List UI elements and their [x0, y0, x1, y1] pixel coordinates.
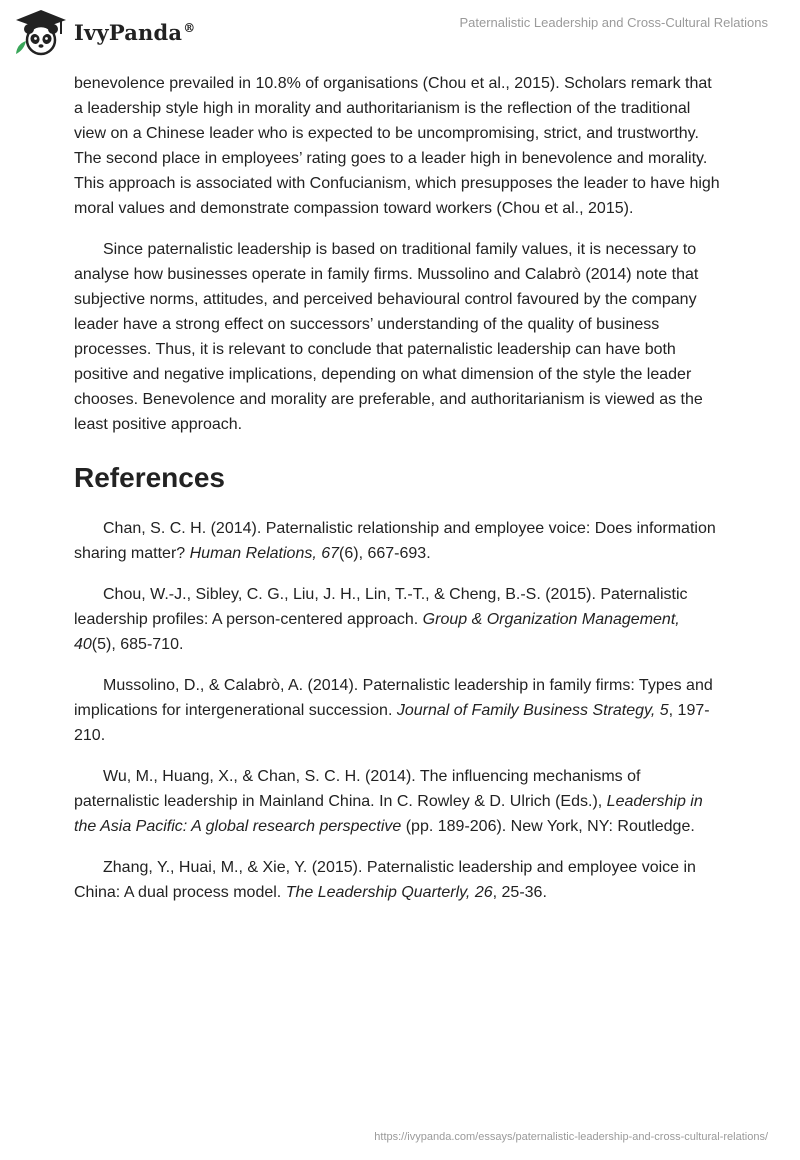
- ivypanda-logo[interactable]: [14, 8, 195, 56]
- running-title: Paternalistic Leadership and Cross-Cultural Relations: [459, 15, 768, 30]
- references-heading: References: [74, 462, 225, 493]
- panda-graduate-icon: [14, 8, 68, 56]
- source-url-link[interactable]: https://ivypanda.com/essays/paternalistic-leadership-and-cross-cultural-relations/: [374, 1131, 768, 1143]
- reference-entry: Chou, W.-J., Sibley, C. G., Liu, J. H., Lin, T.-T., & Cheng, B.-S. (2015). Paternalistic leadership profiles: A person-centered approach. Group & Organization Management, 40(5), 685-710.: [74, 586, 688, 653]
- brand-name: IvyPanda®: [74, 19, 196, 45]
- reference-entry: Zhang, Y., Huai, M., & Xie, Y. (2015). Paternalistic leadership and employee voice in China: A dual process model. The Leadership Quarterly, 26, 25-36.: [74, 859, 696, 901]
- page-header: [0, 0, 800, 72]
- reference-entry: Wu, M., Huang, X., & Chan, S. C. H. (2014). The influencing mechanisms of paternalistic leadership in Mainland China. In C. Rowley & D. Ulrich (Eds.), Leadership in the Asia Pacific: A global research perspective (pp. 189-206). New York, NY: Routledge.: [74, 768, 703, 835]
- registered-mark: ®: [183, 20, 196, 35]
- reference-entry: Mussolino, D., & Calabrò, A. (2014). Paternalistic leadership in family firms: Types and implications for intergenerational succession. Journal of Family Business Strategy, 5, 197-210.: [74, 677, 713, 744]
- body-paragraph: Since paternalistic leadership is based on traditional family values, it is necessary to analyse how businesses operate in family firms. Mussolino and Calabrò (2014) note that subjective norms, attitudes, and perceived behavioural control favoured by the company leader have a strong effect on successors’ understanding of the quality of business processes. Thus, it is relevant to conclude that paternalistic leadership can have both positive and negative implications, depending on what dimension of the style the leader chooses. Benevolence and morality are preferable, and authoritarianism is viewed as the least positive approach.: [74, 241, 703, 433]
- document-content: [74, 71, 722, 921]
- body-paragraph: benevolence prevailed in 10.8% of organisations (Chou et al., 2015). Scholars remark that a leadership style high in morality and authoritarianism is the reflection of the traditional view on a Chinese leader who is expected to be uncompromising, strict, and trustworthy. The second place in employees’ rating goes to a leader high in benevolence and morality. This approach is associated with Confucianism, which presupposes the leader to have high moral values and demonstrate compassion toward workers (Chou et al., 2015).: [74, 75, 720, 217]
- reference-entry: Chan, S. C. H. (2014). Paternalistic relationship and employee voice: Does information sharing matter? Human Relations, 67(6), 667-693.: [74, 520, 716, 562]
